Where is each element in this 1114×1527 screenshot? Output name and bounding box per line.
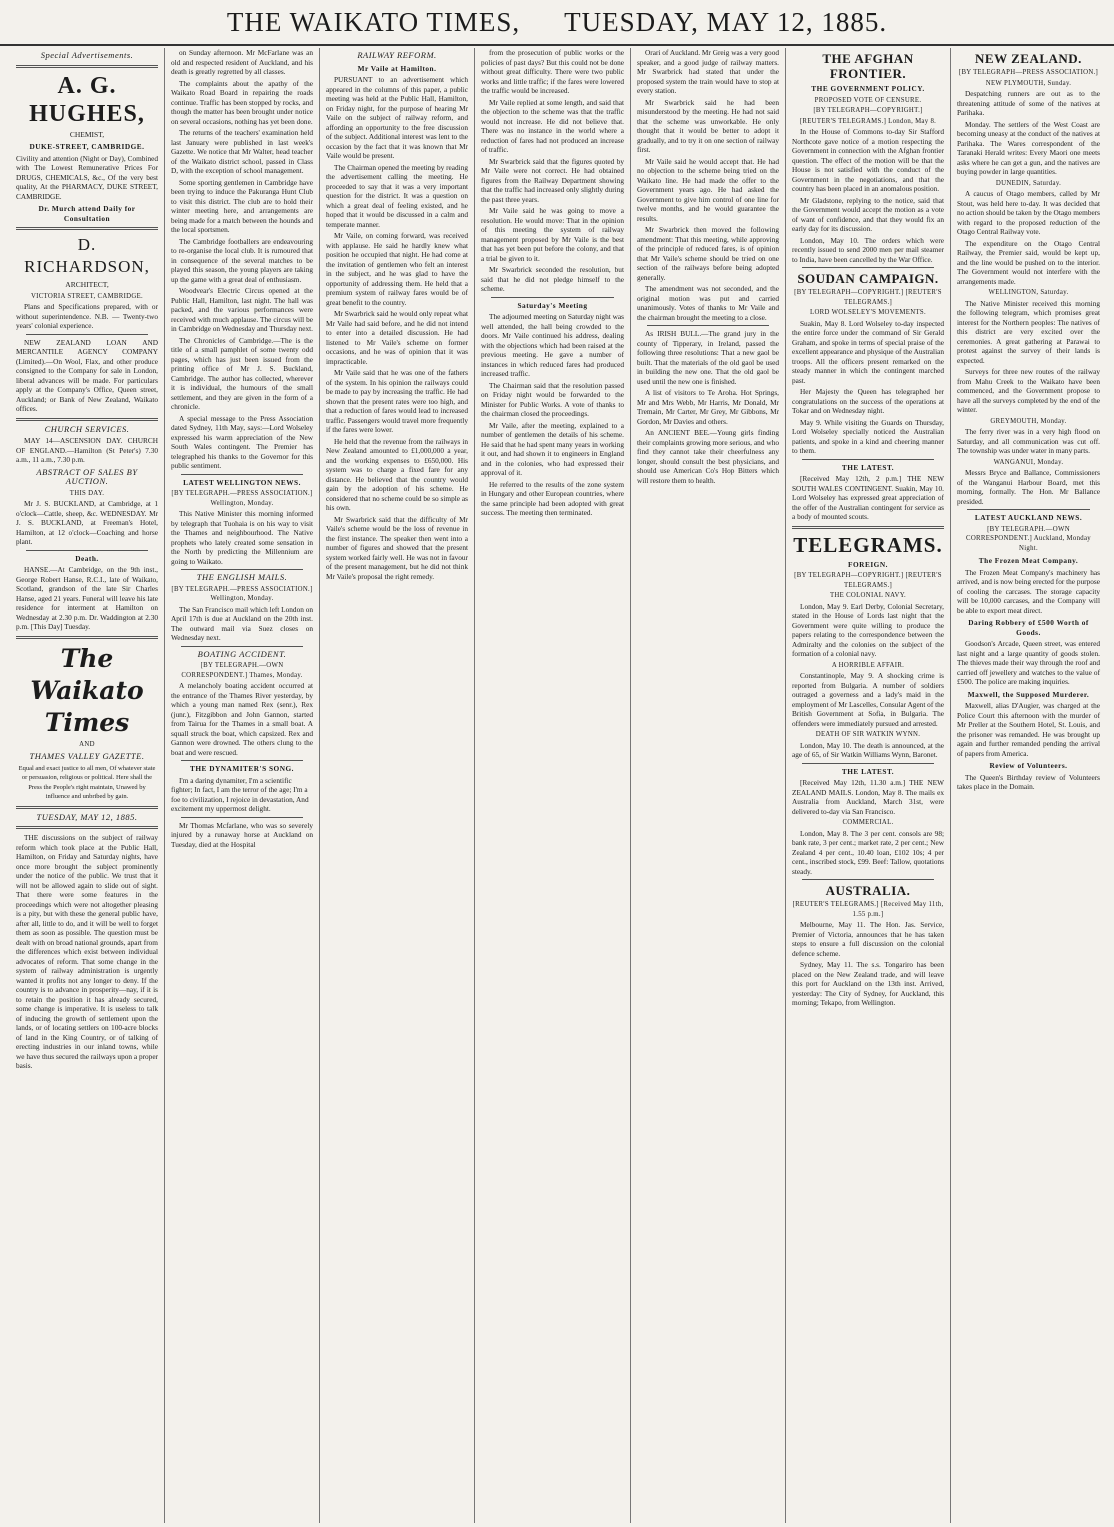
article-paragraph: Maxwell, alias D'Augier, was charged at the Police Court this afternoon with the murder of Mr Preller at the Southern Hotel, St. Louis, and the prisoner was remanded. He was brought up again and further remanded pending the arrival of papers from America.	[957, 701, 1100, 758]
masthead-title: THE WAIKATO TIMES,	[226, 6, 521, 37]
article-paragraph: Mr Vaile, on coming forward, was received with applause. He said he hardly knew what position he occupied that night. He had come at the invitation of gentlemen who felt an interest in the subject, and he was glad to have the opportunity of addressing them. He held that a premium system of railway fares would be of great benefit to the country.	[326, 231, 468, 307]
article-paragraph: In the House of Commons to-day Sir Stafford Northcote gave notice of a motion respecting the Government in connection with the Afghan frontier question. The effect of the motion will be that the House is not satisfied with the conduct of the Government in the negotiations, and that the country has been placed in an anomalous position.	[792, 127, 944, 193]
article-paragraph: Orari of Auckland. Mr Greig was a very good speaker, and a good judge of railway matters. Mr Swarbrick had stated that under the proposed system the train would have to stop at every station.	[637, 48, 779, 95]
article-paragraph: A caucus of Otago members, called by Mr Stout, was held here to-day. It was decided that no action should be taken by the Otago members with regard to the proposed reduction of the Otago Central Railway vote.	[957, 189, 1100, 236]
paper-title: The Waikato Times	[30, 643, 144, 737]
article-paragraph: Mr Swarbrick said he would only repeat what Mr Vaile had said before, and he did not intend to enter into a detailed discussion. He had listened to Mr Vaile's scheme on former occasions, and he was of opinion that it was impracticable.	[326, 309, 468, 366]
article-paragraph: HANSE.—At Cambridge, on the 9th inst., George Robert Hanse, R.C.I., late of Waikato, Scotland, grandson of the late Sir Charles Hanse, aged 21 years. Funeral will leave his late residence for interment at Hamilton on Wednesday at 2.30 p.m. Dr. Waddington at 2.30 p.m. [This Day] Tuesday.	[16, 565, 158, 631]
telegram-tag: [BY TELEGRAPH—PRESS ASSOCIATION.]	[958, 69, 1099, 76]
article-paragraph: Surveys for three new routes of the railway from Mahu Creek to the Waikato have been commenced, and the Government propose to have all the surveys completed by the end of the winter.	[957, 367, 1100, 414]
section-heading: RAILWAY REFORM.	[357, 50, 437, 60]
advert-text: NEW ZEALAND LOAN AND MERCANTILE AGENCY COMPANY (Limited).—On Wool, Flax, and other produce consigned to the Company for sale in London, liberal advances will be made. For particulars apply at the Company's Office, Queen street, Auckland; or Bank of New Zealand, Waikato offices.	[16, 337, 158, 413]
article-paragraph: The complaints about the apathy of the Waikato Road Board in repairing the roads continue. Traffic has been stopped by rocks, and though the matter has been brought under notice on several occasions, nothing has yet been done.	[171, 78, 313, 126]
article-paragraph: The Queen's Birthday review of Volunteers takes place in the Domain.	[957, 772, 1100, 791]
article-paragraph: He held that the revenue from the railways in New Zealand amounted to £1,000,000 a year, and the working expenses to £650,000. His system was to charge a fixed fare for any distance. He believed that the country would gain by the adoption of his scheme. He considered that no scheme could be so simple as his own.	[326, 436, 468, 512]
article-paragraph: Mr Vaile said he was going to move a resolution. He would move: That in the opinion of this meeting the system of railway management proposed by Mr Vaile is the best that has yet been put before the colony, and that a trial be given to it.	[481, 206, 624, 263]
telegram-tag: [REUTER'S TELEGRAMS.] [Received May 11th, 1.55 p.m.]	[792, 901, 944, 918]
column-6	[786, 48, 951, 1523]
article-paragraph: The Chairman said that the resolution passed on Friday night would be forwarded to the Minister for Public Works. A vote of thanks to the chairman closed the proceedings.	[481, 380, 624, 418]
telegram-tag: [REUTER'S TELEGRAMS.] London, May 8.	[799, 117, 937, 125]
section-heading: AUSTRALIA.	[825, 883, 911, 898]
column-1	[10, 48, 165, 1523]
article-paragraph: Constantinople, May 9. A shocking crime is reported from Bulgaria. A number of soldiers outraged a governess and a lady's maid in the employment of Mr Lascelles, Consular Agent of the British Government at Sofia, in Bulgaria. The offenders were immediately pursued and arrested.	[792, 671, 944, 728]
paper-title-and: AND	[79, 740, 95, 748]
article-paragraph: on Sunday afternoon. Mr McFarlane was an old and respected resident of Auckland, and his death is greatly regretted by all classes.	[171, 48, 313, 76]
section-subheading: [BY TELEGRAPH.—PRESS ASSOCIATION.] Wellington, Monday.	[171, 490, 313, 507]
poem: I'm a daring dynamiter, I'm a scientific fighter; In fact, I am the terror of the age; I'm a foe to civilization, I rejoice in devastation, And excitement my uppermost delight.	[171, 775, 309, 813]
section-heading: THE ENGLISH MAILS.	[196, 572, 288, 582]
article-paragraph: Monday. The settlers of the West Coast are becoming uneasy at the conduct of the natives at Parihaka. The Wares correspondent of the Taranaki Herald writes: Every Maori one meets asks where he can get a gun, and the natives are buying powder in large quantities.	[957, 119, 1100, 176]
section-heading: CHURCH SERVICES.	[44, 423, 130, 434]
article-paragraph: London, May 9. Earl Derby, Colonial Secretary, stated in the House of Lords last night that the Government were quite willing to produce the papers relating to the correspondence between the Admiralty and the colonies on the subject of the formation of a colonial navy.	[792, 601, 944, 658]
article-paragraph: London, May 10. The death is announced, at the age of 65, of Sir Watkin Williams Wynn, Baronet.	[792, 740, 944, 759]
advert-text: Civility and attention (Night or Day), Combined with The Lowest Remunerative Prices For DRUGS, CHEMICALS, &c., Of the very best quality, At the PHARMACY, DUKE STREET, CAMBRIDGE.	[16, 153, 158, 201]
section-heading: ABSTRACT OF SALES BY AUCTION.	[36, 466, 138, 486]
columns	[10, 48, 1106, 1523]
article-paragraph: Mr Vaile said that he was one of the fathers of the system. In his opinion the railways could be made to pay by increasing the traffic. He had shown that the present rates were too high, and that a reduction of fares would lead to increased traffic. Passengers would travel more frequently if the fares were lower.	[326, 368, 468, 434]
section-heading: THE AFGHAN FRONTIER.	[822, 51, 914, 81]
article-paragraph: A melancholy boating accident occurred at the entrance of the Thames River yesterday, by which a young man named Rex (senr.), Rex (junr.), Fitzgibbon and John Gannon, started from Tairua for the Thames in a small boat. A squall struck the boat, which capsized. Rex and Gannon were drowned. The others clung to the boat and were rescued.	[171, 681, 313, 757]
article-paragraph: As IRISH BULL.—The grand jury in the county of Tipperary, in Ireland, passed the following three resolutions: That a new gaol be built. That the materials of the old gaol be used in building the new one. That the old gaol be used until the new one is finished.	[637, 329, 779, 386]
advert-name: D. RICHARDSON,	[24, 235, 150, 276]
section-subheading: Review of Volunteers.	[989, 761, 1068, 770]
article-paragraph: London, May 8. The 3 per cent. consols are 98; bank rate, 3 per cent.; market rate, 2 per cent.; New Zealand 4 per cent., 10.40 loan, £102 10s; 4 per cent., inscribed stock, £99. Beef: Tallow, quotations steady.	[792, 828, 944, 876]
telegram-tag: [BY TELEGRAPH—COPYRIGHT.] [REUTER'S TELEGRAMS.]	[794, 289, 942, 306]
article-paragraph: This Native Minister this morning informed by telegraph that Tuohaia is on his way to visit the Thames and neighbourhood. The Native prophets who lately created some sensation in the North by predicting the Millennium are going to Waikato.	[171, 509, 313, 566]
article-paragraph: Mr Swarbrick said he had been misunderstood by the meeting. He had not said that the scheme was unworkable. He only thought that it would be better to adopt it gradually, and to try it on one section of railway first.	[637, 97, 779, 154]
article-paragraph: Mr Swarbrick then moved the following amendment: That this meeting, while approving of the principle of reduced fares, is of opinion that Mr Vaile's scheme should be tried on one section of the railways before being adopted generally.	[637, 225, 779, 282]
article-paragraph: Mr Swarbrick seconded the resolution, but said that he did not pledge himself to the scheme.	[481, 265, 624, 293]
article-paragraph: London, May 10. The orders which were recently issued to send 2000 men per mail steamer to India, have been cancelled by the War Office.	[792, 235, 944, 264]
section-subheading: Daring Robbery of £500 Worth of Goods.	[968, 618, 1089, 637]
editorial: THE discussions on the subject of railway reform which took place at the Public Hall, Hamilton, on Friday and Saturday nights, have once more brought the subject prominently under the notice of the public. We trust that it will not be allowed again to slide out of sight. That there were some features in the proceedings which were not altogether pleasing is a pity, but with these the general public have, after all, little to do, and it will be well to forget them as soon as possible. The question must be dealt with on broad national grounds, apart from the differences which exist between individual advocates of reform. That some change in the system of railway administration is urgently wanted it profits not any longer to deny. If the country is to advance in prosperity—nay, if it is to retain the position it has already secured, some change is imperative. It is useless to talk of inducing the growth of settlement upon the lands, or of locating settlers on 100-acre blocks of land in the King Country, or of talking of erecting industries in our inland towns, while we have thus secured the railways upon a proper basis.	[16, 833, 158, 1070]
section-subheading: Maxwell, the Supposed Murderer.	[967, 689, 1090, 699]
telegram-tag: [BY TELEGRAPH—COPYRIGHT.]	[813, 107, 923, 114]
section-subheading: WELLINGTON, Saturday.	[988, 289, 1069, 296]
article-paragraph: The Native Minister received this morning the following telegram, which promises great interest for the Northern peoples: The natives of this district are very excited over the ceremonies. A great gathering at Parawai to protest against the survey of their lands is expected.	[957, 298, 1100, 365]
section-heading: Saturday's Meeting	[517, 300, 588, 310]
advert-address: VICTORIA STREET, CAMBRIDGE.	[30, 292, 144, 300]
section-subheading: NEW PLYMOUTH, Sunday.	[985, 79, 1072, 87]
section-heading: THE LATEST.	[841, 462, 895, 472]
article-paragraph: Mr Swarbrick said that the figures quoted by Mr Vaile were not correct. He had obtained figures from the Railway Department showing that the traffic had increased only slightly during the past three years.	[481, 156, 624, 204]
section-subheading: DEATH OF SIR WATKIN WYNN.	[815, 731, 921, 738]
section-heading: LATEST AUCKLAND NEWS.	[974, 513, 1083, 522]
section-subheading: FOREIGN.	[848, 559, 888, 569]
section-subheading: The Frozen Meat Company.	[978, 556, 1079, 565]
article-paragraph: The expenditure on the Otago Central Railway, the Premier said, would be kept up, and the line would be pushed on to the interior. The Government would not interfere with the arrangements made.	[957, 238, 1100, 286]
section-heading: Death.	[75, 553, 99, 563]
section-subheading: [BY TELEGRAPH.—OWN CORRESPONDENT.] Thames, Monday.	[181, 662, 303, 679]
article-paragraph: Some sporting gentlemen in Cambridge have been trying to induce the Pakuranga Hunt Club to visit this district. The club are to hold their winter meeting here, and arrangements are being made for a match between the hounds and the local sportsmen.	[171, 177, 313, 234]
article-paragraph: An ANCIENT BEE.—Young girls finding their complaints growing more serious, and who find they cannot take their cheerfulness any longer, should consult the best physicians, and should use American Co's Hop Bitters which will restore them to health.	[637, 428, 779, 485]
article-paragraph: Her Majesty the Queen has telegraphed her congratulations on the success of the operations at Tokar and on Wednesday night.	[792, 387, 944, 415]
article-paragraph: A special message to the Press Association dated Sydney, 11th May, says:—Lord Wolseley expressed his warm appreciation of the New South Wales contingent. The Premier has telegraphed his thanks to the Governor for this public sentiment.	[171, 413, 313, 470]
article-paragraph: Despatching runners are out as to the threatening attitude of some of the natives at Parihaka.	[957, 89, 1100, 117]
article-paragraph: Mr Gladstone, replying to the notice, said that the Government would accept the motion as a vote of want of confidence, and that they would fix an early day for its discussion.	[792, 195, 944, 233]
article-paragraph: The Cambridge footballers are endeavouring to re-organise the local club. It is rumoured that in consequence of the several matches to be played this season, the young players are taking up the game with a great deal of enthusiasm.	[171, 236, 313, 284]
article-paragraph: May 9. While visiting the Guards on Thursday, Lord Wolseley specially noticed the Australian patients, and spoke in a kind and cheering manner to them.	[792, 417, 944, 455]
masthead	[0, 0, 1114, 46]
column-3	[320, 48, 475, 1523]
section-subheading: PROPOSED VOTE OF CENSURE.	[814, 96, 922, 104]
column-7	[951, 48, 1106, 1523]
article-paragraph: Woodvear's Electric Circus opened at the Public Hall, Hamilton, last night. The hall was packed, and the various performances were received with much applause. The circus will be in Cambridge on Wednesday and Thursday next.	[171, 286, 314, 333]
section-heading: NEW ZEALAND.	[975, 51, 1082, 66]
section-heading: LATEST WELLINGTON NEWS.	[183, 477, 301, 487]
paper-subtitle: THAMES VALLEY GAZETTE.	[29, 751, 145, 761]
article-paragraph: The ferry river was in a very high flood on Saturday, and all communication was cut off. The township was under water in many parts.	[957, 427, 1100, 455]
section-heading: BOATING ACCIDENT.	[197, 648, 287, 659]
article-paragraph: The amendment was not seconded, and the original motion was put and carried unanimously. Votes of thanks to Mr Vaile and the chairman brought the meeting to a close.	[637, 284, 779, 322]
article-paragraph: Melbourne, May 11. The Hon. Jas. Service, Premier of Victoria, announces that he has taken steps to ensure a full discussion on the colonial defence scheme.	[792, 920, 944, 958]
column-2	[165, 48, 320, 1523]
section-label: Special Advertisements.	[40, 50, 134, 60]
section-subheading: [BY TELEGRAPH.—PRESS ASSOCIATION.] Wellington, Monday.	[171, 585, 313, 602]
article-paragraph: Goodson's Arcade, Queen street, was entered last night and a large quantity of goods stolen. The thieves made their way through the roof and carried off jewellery and watches to the value of £500. The police are making inquiries.	[957, 639, 1100, 686]
article-paragraph: [Received May 12th, 11.30 a.m.] THE NEW ZEALAND MAILS. London, May 8. The mails ex Australia from Auckland, March 31st, were delivered to-day via San Francisco.	[792, 778, 944, 816]
section-heading: THE LATEST.	[841, 766, 895, 776]
article-paragraph: Mr Vaile, after the meeting, explained to a number of gentlemen the details of his scheme. He said that he had spent many years in working it out, and had shown it to engineers in England and in the colonies, who had expressed their approval of it.	[481, 420, 624, 477]
section-subheading: THIS DAY.	[69, 489, 105, 497]
article-paragraph: Sydney, May 11. The s.s. Tongariro has been placed on the New Zealand trade, and will leave this port for Auckland on the 13th inst. Arrived, yesterday: The City of Sydney, for Auckland, this morning; Tekapo, from Wellington.	[792, 960, 944, 1007]
advert-subtitle: CHEMIST,	[69, 129, 105, 139]
article-paragraph: Mr Thomas Mcfarlane, who was so severely injured by a runaway horse at Auckland on Tuesday, died at the Hospital	[171, 820, 313, 849]
article-paragraph: from the prosecution of public works or the policies of past days? But this could not be done without great difficulty. There were two public works and little traffic; if the fares were lowered the traffic would be increased.	[481, 48, 624, 95]
paper-motto: Equal and exact justice to all men, Of whatever state or persuasion, religious or political. Here shall the Press the People's right maintain, Unawed by influence and unbribed by gain.	[18, 764, 156, 800]
article-paragraph: The San Francisco mail which left London on April 17th is due at Auckland on the 20th inst. The outward mail via Suez closes on Wednesday next.	[171, 604, 313, 642]
telegram-tag: [BY TELEGRAPH—COPYRIGHT.] [REUTER'S TELEGRAMS.]	[794, 572, 942, 589]
section-heading: TELEGRAMS.	[793, 532, 943, 557]
section-heading: SOUDAN CAMPAIGN.	[797, 271, 939, 286]
column-4	[475, 48, 631, 1523]
article-paragraph: The Chronicles of Cambridge.—The is the title of a small pamphlet of some twenty odd pages, which has just been issued from the printing office of Mr J. S. Buckland, Cambridge. The author has collected, wherever it is individual, the humours of the small settlement, and they are given in the form of a chronicle.	[171, 335, 313, 411]
section-subheading: THE COLONIAL NAVY.	[829, 592, 907, 599]
section-subheading: COMMERCIAL.	[842, 819, 894, 826]
article-paragraph: PURSUANT to an advertisement which appeared in the columns of this paper, a public meeting was held at the Public Hall, Hamilton, on Friday night, for the purpose of hearing Mr Vaile on the subject of railway reform, and affording an opportunity to the free discussion of the subject. Additional interest was lent to the occasion by the fact that it was known that Mr Vaile would be present.	[326, 75, 468, 160]
article-paragraph: Mr Swarbrick said that the difficulty of Mr Vaile's scheme would be the loss of revenue in the first instance. The speaker then went into a number of figures and showed that the present system worked fairly well. He was not in favour of the present management, but he did not think Mr Vaile's proposal the right remedy.	[326, 514, 468, 581]
section-subheading: DUNEDIN, Saturday.	[995, 179, 1062, 187]
section-subheading: A HORRIBLE AFFAIR.	[831, 661, 905, 669]
article-paragraph: Mr Vaile replied at some length, and said that the objection to the scheme was that the traffic would not increase. He did not believe that. There was no instance in the world where a reduction of fares had not produced an increase of traffic.	[481, 97, 624, 154]
article-paragraph: The adjourned meeting on Saturday night was well attended, the hall being crowded to the doors. Mr Vaile continued his address, dealing with the objections which had been raised at the previous meeting. He gave a number of instances in which reduced fares had produced increased traffic.	[481, 312, 624, 378]
advert-note: Dr. Murch attend Daily for Consultation	[38, 204, 136, 223]
section-subheading: GREYMOUTH, Monday.	[990, 417, 1067, 425]
advert-name: A. G. HUGHES,	[29, 72, 145, 127]
telegram-tag: [BY TELEGRAPH.—OWN CORRESPONDENT.] Auckland, Monday Night.	[965, 525, 1092, 552]
article-paragraph: Suakin, May 8. Lord Wolseley to-day inspected the entire force under the command of Sir Gerald Graham, and spoke in terms of special praise of the excellent appearance and physique of the Australian troops. All the officers present remarked on the steady manner in which the contingent marched past.	[792, 318, 944, 385]
article-paragraph: He referred to the results of the zone system in Hungary and other European countries, where the same principle had been adopted with great success. The meeting then terminated.	[481, 479, 624, 517]
article-paragraph: Mr Vaile said he would accept that. He had no objection to the scheme being tried on the Waikato line. He had made the offer to the Government years ago. He had asked the Government to give him control of one line for twelve months, and he would guarantee the results.	[637, 156, 779, 223]
advert-address: DUKE-STREET, CAMBRIDGE.	[29, 142, 145, 151]
section-heading: THE DYNAMITER'S SONG.	[190, 764, 294, 773]
article-paragraph: The returns of the teachers' examination held last January were published in last week's Gazette. We notice that Mr Walter, head teacher of the Waikato district school, passed in Class D, with the exception of school management.	[171, 128, 313, 175]
article-paragraph: The Chairman opened the meeting by reading the advertisement calling the meeting. He proceeded to say that it was a very important question for the district. It was a question on which a great deal of feeling existed, and he hoped that it would be discussed in a calm and temperate manner.	[326, 162, 468, 229]
section-subheading: WANGANUI, Monday.	[993, 458, 1064, 466]
advert-subtitle: ARCHITECT,	[65, 280, 109, 289]
issue-date: TUESDAY, MAY 12, 1885.	[36, 811, 138, 822]
advert-text: Plans and Specifications prepared, with or without superintendence. N.B. — Twenty-two years' colonial experience.	[16, 302, 158, 330]
article-paragraph: The Frozen Meat Company's machinery has arrived, and is now being erected for the purpose of cooling the carcases. The storage capacity will be 10,000 carcases, and the Company will be able to export meat direct.	[957, 567, 1100, 615]
section-subheading: LORD WOLSELEY'S MOVEMENTS.	[810, 309, 926, 316]
article-paragraph: A list of visitors to Te Aroha. Hot Springs, Mr and Mrs Webb, Mr Harris, Mr Donald, Mr Tremain, Mr Carter, Mr Grey, Mr Gibbons, Mr Gordon, Mr Davies and others.	[637, 388, 779, 426]
column-5	[631, 48, 786, 1523]
article-paragraph: Messrs Bryce and Ballance, Commissioners of the Wanganui Harbour Board, met this morning, formally. The Hon. Mr Ballance presided.	[957, 468, 1100, 506]
article-paragraph: [Received May 12th, 2 p.m.] THE NEW SOUTH WALES CONTINGENT. Suakin, May 10. Lord Wolseley has expressed great appreciation of the offer of the Australian contingent for service as a body of mounted scouts.	[792, 474, 944, 521]
section-subheading: THE GOVERNMENT POLICY.	[811, 84, 925, 93]
article-paragraph: Mr J. S. BUCKLAND, at Cambridge, at 1 o'clock—Cattle, sheep, &c. WEDNESDAY. Mr J. S. BUCKLAND, at Freeman's Hotel, Hamilton, at 12 o'clock—Coaching and horse plant.	[16, 499, 158, 546]
masthead-date: TUESDAY, MAY 12, 1885.	[564, 6, 888, 37]
section-subheading: Mr Vaile at Hamilton.	[357, 63, 437, 73]
article-paragraph: MAY 14—ASCENSION DAY. CHURCH OF ENGLAND.—Hamilton (St Peter's) 7.30 a.m., 11 a.m., 7.30 p.m.	[16, 436, 158, 464]
